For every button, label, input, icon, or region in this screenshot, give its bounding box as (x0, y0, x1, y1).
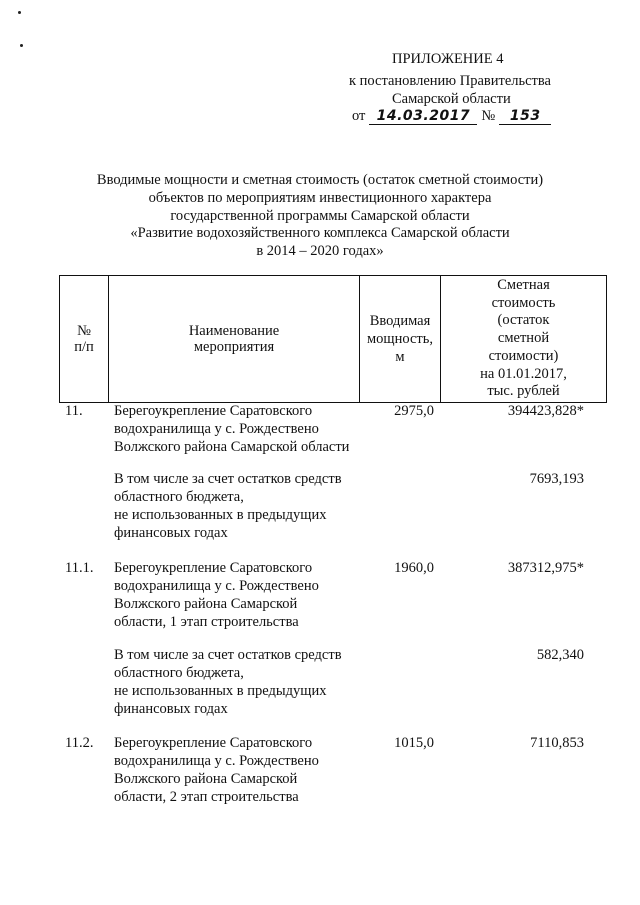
header-line: мощность, (367, 331, 433, 347)
row-capacity: 1960,0 (394, 560, 434, 576)
row-name-line: водохранилища у с. Рождествено (114, 578, 319, 594)
header-line: стоимости) (488, 347, 559, 364)
row-cost: 7693,193 (529, 471, 584, 487)
row-name-line: В том числе за счет остатков средств (114, 647, 342, 663)
row-name-line: Берегоукрепление Саратовского (114, 403, 313, 419)
header-line: № (77, 323, 91, 339)
row-name-line: Берегоукрепление Саратовского (114, 735, 313, 751)
row-capacity: 1015,0 (394, 735, 434, 751)
row-name-line: областного бюджета, (114, 665, 244, 681)
heading-line: в 2014 – 2020 годах» (256, 243, 384, 260)
row-cost: 394423,828* (507, 403, 584, 419)
row-name-line: В том числе за счет остатков средств (114, 471, 342, 487)
handwritten-date: 14.03.2017 (369, 109, 477, 125)
row-name (114, 559, 374, 631)
header-name (109, 276, 360, 403)
header-capacity (360, 276, 441, 403)
row-name-line: областного бюджета, (114, 489, 244, 505)
row-name-line: области, 2 этап строительства (114, 789, 299, 805)
row-cost: 7110,853 (530, 735, 584, 751)
heading-line: «Развитие водохозяйственного комплекса Самарской области (130, 225, 510, 242)
header-line: сметной (497, 330, 550, 347)
appendix-title: ПРИЛОЖЕНИЕ 4 (392, 51, 504, 67)
row-number: 11. (65, 403, 83, 419)
header-line: Наименование (188, 323, 280, 339)
row-name-line: области, 1 этап строительства (114, 614, 299, 630)
scan-speck (20, 44, 23, 47)
header-num (60, 276, 109, 403)
header-line: Сметная (497, 276, 550, 293)
date-prefix: от (352, 108, 366, 124)
row-name-line: не использованных в предыдущих (114, 683, 327, 699)
header-line: п/п (74, 339, 94, 355)
header-cost (441, 276, 607, 403)
row-name (114, 734, 374, 806)
header-line: стоимость (491, 294, 556, 311)
number-prefix: № (481, 108, 496, 124)
row-name-line: водохранилища у с. Рождествено (114, 753, 319, 769)
header-line: (остаток (497, 312, 550, 329)
row-capacity: 2975,0 (394, 403, 434, 419)
appendix-resolution-line: к постановлению Правительства (349, 73, 551, 89)
appendix-region-line: Самарской области (392, 91, 511, 107)
heading-line: объектов по мероприятиям инвестиционного характера (148, 189, 492, 206)
scan-speck (18, 11, 21, 14)
heading-line: Вводимые мощности и сметная стоимость (остаток сметной стоимости) (96, 172, 544, 188)
header-line: на 01.01.2017, (480, 365, 567, 382)
table-header (59, 275, 607, 403)
header-line: м (395, 349, 405, 365)
row-name (114, 402, 374, 456)
row-cost: 582,340 (536, 647, 584, 663)
header-line: мероприятия (193, 339, 275, 355)
row-name-line: Берегоукрепление Саратовского (114, 560, 313, 576)
row-number: 11.2. (65, 735, 94, 751)
row-number: 11.1. (65, 560, 94, 576)
row-name-line: не использованных в предыдущих (114, 507, 327, 523)
row-name-line: Волжского района Самарской (114, 771, 298, 787)
row-name-line: финансовых годах (114, 701, 228, 717)
row-name-line: водохранилища у с. Рождествено (114, 421, 319, 437)
row-name-line: финансовых годах (114, 525, 228, 541)
document-heading (40, 172, 600, 261)
row-name-line: Волжского района Самарской области (114, 439, 350, 455)
handwritten-number: 153 (499, 109, 551, 125)
header-line: тыс. рублей (487, 383, 560, 400)
row-name (114, 470, 374, 542)
row-name (114, 646, 374, 718)
header-line: Вводимая (369, 313, 431, 329)
row-cost: 387312,975* (507, 560, 584, 576)
row-name-line: Волжского района Самарской (114, 596, 298, 612)
heading-line: государственной программы Самарской области (170, 207, 470, 224)
appendix-date-row (352, 108, 551, 125)
